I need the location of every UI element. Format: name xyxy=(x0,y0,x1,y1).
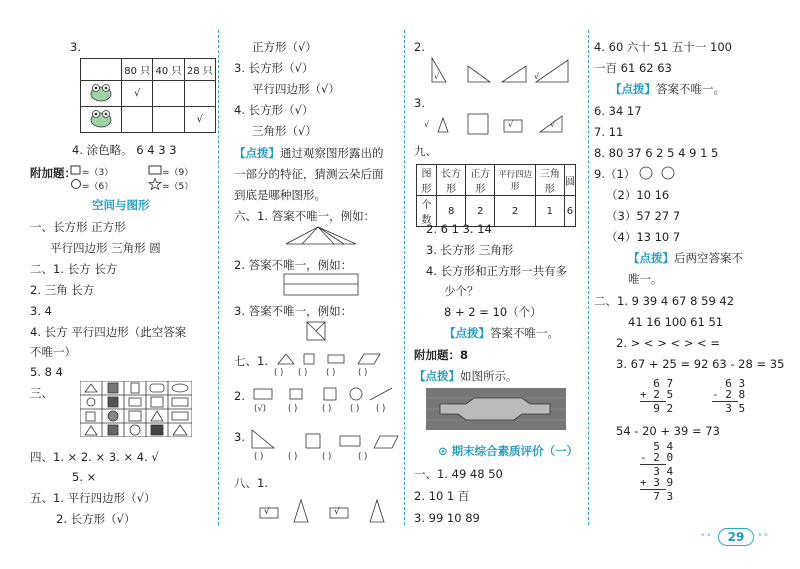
answer-line: 三角形（√） xyxy=(252,124,317,138)
calc-row: 7 3 xyxy=(640,490,674,503)
answer-line: 一、长方形 正方形 xyxy=(30,220,126,234)
page-number: 29 xyxy=(718,528,754,546)
extra-answer: 附加题：8 xyxy=(414,348,469,362)
tip-label: 【点拨】 xyxy=(628,251,674,265)
table-cell: 个数 xyxy=(417,196,437,227)
table-header: 28 只 xyxy=(184,59,215,81)
answer-line: 2. 6 1 3. 14 xyxy=(426,222,492,236)
table-cell: 1 xyxy=(535,196,564,227)
blank-paren: ( ) xyxy=(254,452,264,462)
blank-paren: ( ) xyxy=(274,368,284,378)
answer-line: 一百 61 62 63 xyxy=(594,61,672,75)
answer-line: 3. 长方形（√） xyxy=(234,61,314,75)
q7-shapes-row1 xyxy=(276,352,392,369)
table-cell: 2 xyxy=(466,196,495,227)
check-mark: √ xyxy=(434,72,440,81)
q7-shapes-row2 xyxy=(252,386,392,405)
answer-line: 少个？ xyxy=(444,284,479,298)
extra-item: =（3） xyxy=(82,168,114,178)
answer-line: 正方形（√） xyxy=(252,40,317,54)
tip-text: 通过观察图形露出的 xyxy=(280,146,384,160)
answer-line: 3. 答案不唯一，例如： xyxy=(234,304,353,318)
tip-line xyxy=(444,326,559,340)
table-cell: 长方形 xyxy=(437,165,466,196)
calc-row: 5 4 xyxy=(640,440,674,453)
blank-paren: ( ) xyxy=(288,452,298,462)
extra-label: 附加题： xyxy=(30,166,76,180)
answer-line: 3. 67 + 25 = 92 63 - 28 = 35 xyxy=(616,357,785,371)
answer-line: 4. 长方 平行四边形（此空答案 xyxy=(30,325,187,339)
calc-row: 3 5 xyxy=(712,402,746,415)
calc-row: 9 2 xyxy=(640,402,674,415)
q9-label: 九、 xyxy=(414,144,437,158)
answer-line: 4. 长方形（√） xyxy=(234,103,314,117)
check-mark: √ xyxy=(424,120,430,129)
tip-text: 如图所示。 xyxy=(460,369,518,383)
check-mark: √ xyxy=(550,120,556,129)
circle-icon xyxy=(638,165,678,186)
frog-image xyxy=(81,81,122,107)
table-cell: 6 xyxy=(564,196,575,227)
answer-line: 8 + 2 = 10（个） xyxy=(444,305,542,319)
column-3 xyxy=(404,0,588,569)
answer-line: 4. 60 六十 51 五十一 100 xyxy=(594,40,732,54)
table-header: 40 只 xyxy=(153,59,184,81)
answer-line: 八、1. xyxy=(234,476,268,490)
extra-item: =（6） xyxy=(82,182,114,192)
answer-line: 四、1. × 2. × 3. × 4. √ xyxy=(30,450,159,464)
column-4 xyxy=(588,0,800,569)
answer-line: 2. xyxy=(234,389,245,403)
answer-line: （4）13 10 7 xyxy=(606,230,681,244)
table-cell: 8 xyxy=(437,196,466,227)
check-mark: √ xyxy=(184,107,215,133)
tip-text: 到底是哪种图形。 xyxy=(234,188,326,202)
answer-line: 二、1. 长方 长方 xyxy=(30,262,118,276)
check-mark: √ xyxy=(264,507,270,517)
exam-title: ⊙ 期末综合素质评价（一） xyxy=(438,444,579,458)
square-diagonal-figure xyxy=(305,320,329,347)
vertical-calc xyxy=(640,378,673,414)
tip-label: 【点拨】 xyxy=(444,326,490,340)
q3-label: 3. xyxy=(414,96,425,110)
section-title: 空间与图形 xyxy=(92,198,150,212)
brick-wall-figure xyxy=(426,388,566,433)
extra-item: =（5） xyxy=(162,182,194,192)
answer-line: 5. 8 4 xyxy=(30,365,63,379)
q2-label: 2. xyxy=(414,40,425,54)
answer-line: 3. 99 10 89 xyxy=(414,511,480,525)
answer-line: 一、1. 49 48 50 xyxy=(414,467,503,481)
q7-shapes-row3 xyxy=(250,428,400,453)
tip-text: 一部分的特征，猜测云朵后面 xyxy=(234,167,384,181)
answer-line: 2. 10 1 百 xyxy=(414,489,470,503)
tip-text: 答案不唯一。 xyxy=(656,82,725,96)
calc-row: - 2 0 xyxy=(640,451,674,464)
answer-line: （2）10 16 xyxy=(606,188,670,202)
frog-image xyxy=(81,107,122,133)
answer-line: 2. 答案不唯一，例如： xyxy=(234,258,353,272)
q8-shapes xyxy=(258,498,388,527)
table-cell: 正方形 xyxy=(466,165,495,196)
column-2 xyxy=(218,0,404,569)
table-cell: 三角形 xyxy=(535,165,564,196)
blank-paren: ( ) xyxy=(376,404,386,414)
column-1 xyxy=(0,0,218,569)
tip-text: 唯一。 xyxy=(628,272,663,286)
answer-line: 2. 三角 长方 xyxy=(30,283,95,297)
table-cell: 图形 xyxy=(417,165,437,196)
rectangle-icon xyxy=(148,164,162,179)
check-mark: √ xyxy=(508,120,514,129)
check-mark: √ xyxy=(122,81,153,107)
q3-label: 3. xyxy=(70,40,81,54)
animal-table xyxy=(80,58,216,133)
answer-line: 2. 长方形（√） xyxy=(56,512,136,526)
check-mark: √ xyxy=(534,72,540,81)
decor-dots: •• xyxy=(700,530,712,541)
circle-icon xyxy=(70,178,82,193)
blank-paren: ( ) xyxy=(322,452,332,462)
rectangles-figure xyxy=(282,272,360,301)
blank-paren: ( ) xyxy=(358,368,368,378)
answer-line: 二、1. 9 39 4 67 8 59 42 xyxy=(594,294,735,308)
answer-line: 8. 80 37 6 2 5 4 9 1 5 xyxy=(594,146,719,160)
tip-text: 答案不唯一。 xyxy=(490,326,559,340)
tip-line xyxy=(234,146,384,160)
calc-row: + 3 9 xyxy=(640,476,674,489)
exam-title-text: 期末综合素质评价（一） xyxy=(451,444,579,458)
answer-line: 3. xyxy=(234,430,245,444)
answer-line: 平行四边形（√） xyxy=(252,82,340,96)
check-paren: (√) xyxy=(254,404,267,414)
answer-line: 六、1. 答案不唯一，例如： xyxy=(234,209,376,223)
extra-item: =（9） xyxy=(162,168,194,178)
tip-line xyxy=(610,82,725,96)
vertical-calc xyxy=(712,378,745,414)
calc-row: - 2 8 xyxy=(712,388,746,401)
triangles-row xyxy=(428,56,578,89)
triangle-split-figure xyxy=(282,224,360,249)
shapes-grid xyxy=(80,381,192,440)
calc-row: + 2 5 xyxy=(640,388,674,401)
answer-line: 54 - 20 + 39 = 73 xyxy=(616,424,720,438)
blank-paren: ( ) xyxy=(298,368,308,378)
decor-dots: •• xyxy=(757,530,769,541)
q4-answer: 4. 涂色略。 6 4 3 3 xyxy=(72,143,177,157)
shape-count-table xyxy=(416,164,576,227)
tip-line xyxy=(414,369,518,383)
answer-line: （3）57 27 7 xyxy=(606,209,681,223)
answer-line: 五、1. 平行四边形（√） xyxy=(30,491,156,505)
answer-line: 6. 34 17 xyxy=(594,104,642,118)
answer-line: 5. × xyxy=(72,470,97,484)
answer-line: 不唯一） xyxy=(30,345,76,359)
blank-paren: ( ) xyxy=(288,404,298,414)
tip-label: 【点拨】 xyxy=(414,369,460,383)
answer-line: 7. 11 xyxy=(594,125,624,139)
answer-line: 3. 4 xyxy=(30,304,52,318)
answer-line: 三、 xyxy=(30,386,53,400)
calc-row: 3 4 xyxy=(640,465,674,478)
tip-text: 后两空答案不 xyxy=(674,251,743,265)
calc-row: 6 7 xyxy=(640,377,674,390)
star-icon xyxy=(148,178,162,193)
tip-line xyxy=(628,251,743,265)
answer-line: 平行四边形 三角形 圆 xyxy=(50,241,161,255)
blank-paren: ( ) xyxy=(322,404,332,414)
table-cell: 圆 xyxy=(564,165,575,196)
tip-label: 【点拨】 xyxy=(234,146,280,160)
calc-row: 6 3 xyxy=(712,377,746,390)
table-cell: 2 xyxy=(495,196,535,227)
check-mark: √ xyxy=(334,507,340,517)
answer-line: 3. 长方形 三角形 xyxy=(426,243,514,257)
table-header: 80 只 xyxy=(122,59,153,81)
answer-line: 4. 长方形和正方形一共有多 xyxy=(426,264,568,278)
blank-paren: ( ) xyxy=(326,368,336,378)
blank-paren: ( ) xyxy=(358,452,368,462)
tip-label: 【点拨】 xyxy=(610,82,656,96)
answer-line: 9.（1） xyxy=(594,167,636,181)
square-icon xyxy=(70,164,82,179)
table-cell: 平行四边形 xyxy=(495,165,535,196)
answer-line: 2. > < > < > < = xyxy=(616,336,721,350)
answer-line: 七、1. xyxy=(234,354,268,368)
blank-paren: ( ) xyxy=(350,404,360,414)
answer-line: 41 16 100 61 51 xyxy=(628,315,724,329)
vertical-calc xyxy=(640,441,673,502)
